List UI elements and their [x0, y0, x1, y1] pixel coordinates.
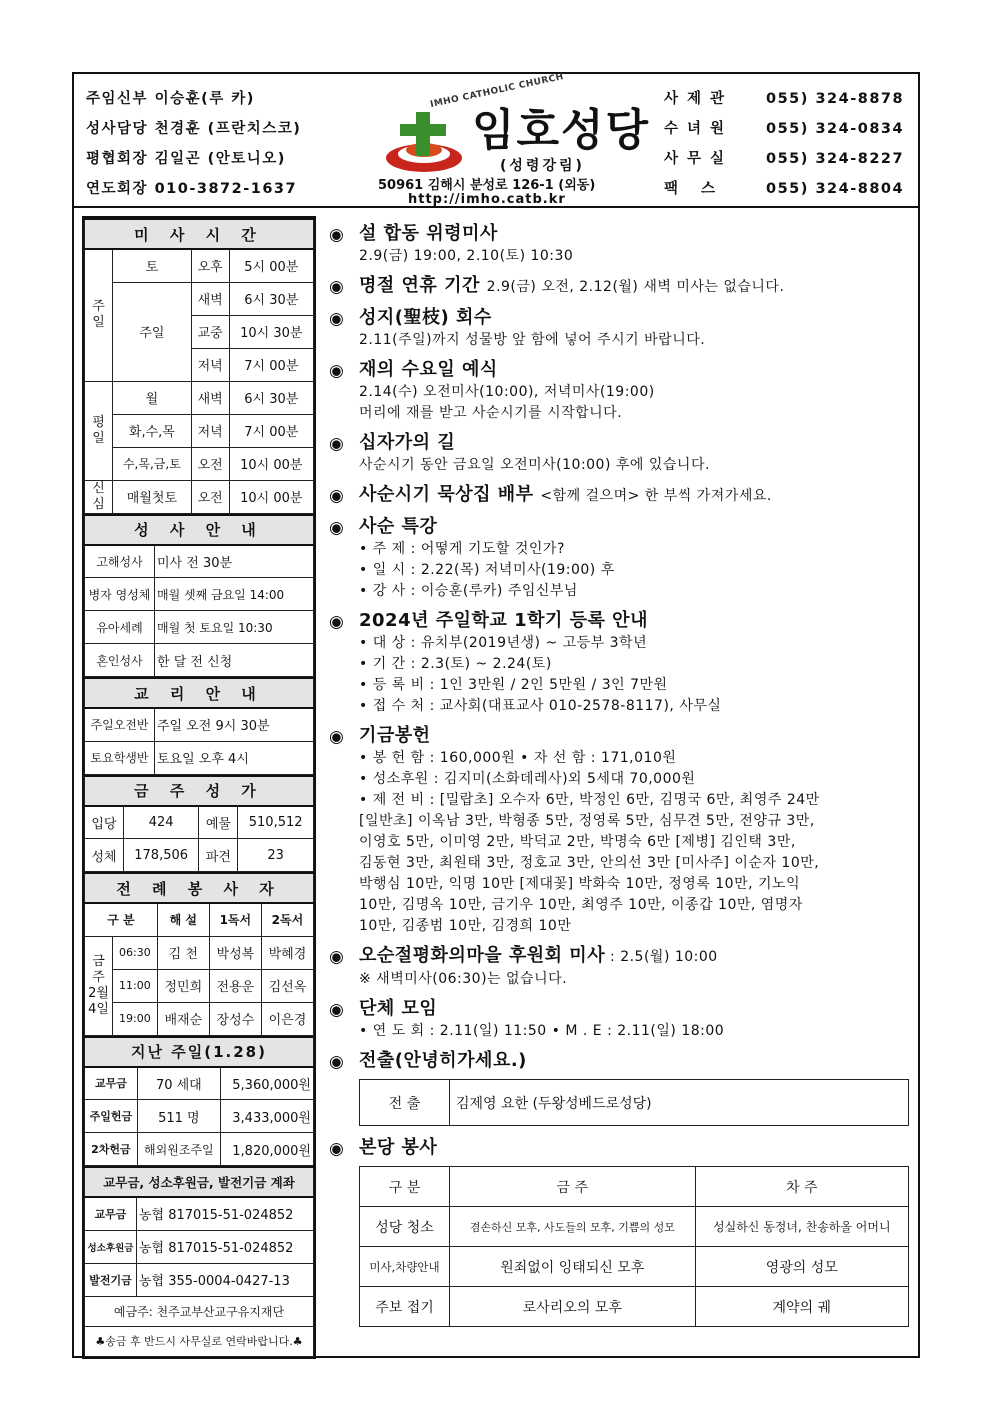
server-name: 장성수 [209, 1002, 261, 1035]
label-devotion: 신심 [85, 480, 113, 513]
sacrament-name: 유아세례 [85, 611, 155, 644]
announcements [329, 222, 909, 1327]
bullet-icon: ◉ [329, 309, 344, 329]
announcement-inline: <함께 걸으며> 한 부씩 가져가세요. [540, 488, 772, 504]
service-next-week: 계약의 궤 [695, 1287, 908, 1327]
announcement-line: 김동현 3만, 최원태 3만, 정호교 3만, 안의선 3만 [미사주] 이순자 10만, [359, 855, 820, 871]
account-name: 교무금 [85, 1197, 137, 1230]
stat-value: 178,506 [123, 839, 199, 872]
phone-label: 팩 스 [664, 181, 725, 197]
announcement-title: 오순절평화의마을 후원회 미사 [359, 945, 606, 966]
church-address: 50961 김해시 분성로 126-1 (외동) [378, 178, 596, 193]
bullet-icon: ◉ [329, 518, 344, 538]
mass-part: 교중 [191, 315, 229, 348]
mass-day: 매월첫토 [113, 480, 192, 513]
announcement-inline: : 2.5(월) 10:00 [605, 949, 718, 965]
sacrament-table [84, 514, 314, 678]
transfer-box [329, 1079, 909, 1126]
stat-label: 성체 [85, 839, 124, 872]
server-name: 박성복 [209, 936, 261, 969]
church-subtitle: (성령강림) [500, 158, 585, 174]
service-head: 금 주 [450, 1167, 696, 1207]
service-name: 성당 청소 [360, 1207, 450, 1247]
account-number: 농협 817015-51-024852 [137, 1197, 314, 1230]
announcement-item [329, 609, 909, 717]
announcement-title: 재의 수요일 예식 [359, 359, 498, 380]
service-this-week: 겸손하신 모후, 사도들의 모후, 기쁨의 성모 [450, 1207, 696, 1247]
announcement-line: 2.11(주일)까지 성물방 앞 함에 넣어 주시기 바랍니다. [359, 332, 706, 348]
servers-head: 해 설 [157, 903, 209, 936]
announcement-line: 10만, 김명옥 10만, 금기우 10만, 최영주 10만, 이종갑 10만, 염명자 [359, 897, 803, 913]
bullet-icon: ◉ [329, 947, 344, 967]
service-table [359, 1166, 909, 1327]
bullet-icon: ◉ [329, 727, 344, 747]
server-time: 06:30 [113, 936, 158, 969]
stat-label: 입당 [85, 806, 124, 839]
service-head: 차 주 [695, 1167, 908, 1207]
announcement-line: 2.9(금) 19:00, 2.10(토) 10:30 [359, 248, 574, 264]
announcement-item [329, 222, 909, 267]
stat-value: 510,512 [238, 806, 314, 839]
mass-day: 월 [113, 381, 192, 414]
announcement-title: 기금봉헌 [359, 725, 431, 746]
bullet-icon: ◉ [329, 486, 344, 506]
phone-number: 055) 324-8227 [766, 151, 905, 167]
depositor: 예금주: 천주교부산교구유지재단 [85, 1296, 314, 1326]
mass-day: 화,수,목 [113, 414, 192, 447]
stat-value: 424 [123, 806, 199, 839]
servers-date: 금주 2월 4일 [85, 936, 113, 1035]
sacrament-value: 미사 전 30분 [155, 545, 314, 578]
staff-list [86, 84, 356, 204]
announcement-line: • 등 록 비 : 1인 3만원 / 2인 5만원 / 3인 7만원 [359, 677, 668, 693]
phone-row [664, 144, 914, 174]
announcement-line: [일반초] 이옥남 3만, 박형종 5만, 정영록 5만, 심무견 5만, 전양규 3만, [359, 813, 815, 829]
announcement-item [329, 483, 909, 508]
last-name: 교무금 [85, 1067, 138, 1100]
announcement-line: 머리에 재를 받고 사순시기를 시작합니다. [359, 405, 623, 421]
mass-time: 10시 30분 [229, 315, 313, 348]
mass-time: 5시 00분 [229, 249, 313, 282]
phone-row [664, 174, 914, 204]
mass-day: 수,목,금,토 [113, 447, 192, 480]
section-title-servers: 전 례 봉 사 자 [85, 873, 314, 903]
stat-value: 23 [238, 839, 314, 872]
transfer-notice: ♣송금 후 반드시 사무실로 연락바랍니다.♣ [85, 1326, 314, 1356]
stat-label: 파견 [199, 839, 238, 872]
announcement-line: • 제 전 비 : [밀랍초] 오수자 6만, 박정인 6만, 김명국 6만, 최영주 24만 [359, 792, 820, 808]
phone-row [664, 84, 914, 114]
mass-part: 저녁 [191, 414, 229, 447]
church-name: 임호성당 [472, 105, 651, 156]
last-count: 해외원조주일 [137, 1133, 220, 1166]
announcement-item [329, 274, 909, 299]
server-name: 박혜경 [261, 936, 313, 969]
mass-times-table [84, 218, 314, 514]
phone-row [664, 114, 914, 144]
section-title-sacrament: 성 사 안 내 [85, 515, 314, 545]
service-this-week: 로사리오의 모후 [450, 1287, 696, 1327]
section-title-doctrine: 교 리 안 내 [85, 678, 314, 708]
doctrine-table [84, 677, 314, 775]
logo-arc-text: IMHO CATHOLIC CHURCH [429, 71, 565, 111]
sacrament-value: 매월 셋째 금요일 14:00 [155, 578, 314, 611]
server-name: 정민희 [157, 969, 209, 1002]
mass-part: 오전 [191, 480, 229, 513]
section-title-accounts: 교무금, 성소후원금, 발전기금 계좌 [85, 1167, 314, 1197]
header [74, 71, 918, 208]
announcement-line: • 대 상 : 유치부(2019년생) ~ 고등부 3학년 [359, 635, 648, 651]
sacrament-value: 매월 첫 토요일 10:30 [155, 611, 314, 644]
account-number: 농협 817015-51-024852 [137, 1230, 314, 1263]
servers-table [84, 872, 314, 1036]
bullet-icon: ◉ [329, 225, 344, 245]
service-next-week: 영광의 성모 [695, 1247, 908, 1287]
bullet-icon: ◉ [329, 277, 344, 297]
announcement-title: 사순 특강 [359, 516, 438, 537]
bullet-icon: ◉ [329, 612, 344, 632]
service-name: 미사,차량안내 [360, 1247, 450, 1287]
bullet-icon: ◉ [329, 1052, 344, 1072]
label-weekday: 평일 [85, 381, 113, 480]
server-name: 김 천 [157, 936, 209, 969]
staff-confessor: 성사담당 천경훈 (프란치스코) [86, 121, 302, 137]
last-sunday-table [84, 1036, 314, 1167]
announcement-title: 사순시기 묵상집 배부 [359, 484, 534, 505]
staff-yeondo: 연도회장 010-3872-1637 [86, 181, 298, 197]
mass-part: 새벽 [191, 282, 229, 315]
announcement-title: 본당 봉사 [359, 1137, 438, 1158]
announcement-line: 사순시기 동안 금요일 오전미사(10:00) 후에 있습니다. [359, 457, 710, 473]
doctrine-value: 주일 오전 9시 30분 [155, 708, 314, 741]
announcement-line: 2.14(수) 오전미사(10:00), 저녁미사(19:00) [359, 384, 655, 400]
service-box [329, 1166, 909, 1327]
last-name: 2차헌금 [85, 1133, 138, 1166]
last-amount: 5,360,000원 [220, 1067, 313, 1100]
sacrament-name: 혼인성사 [85, 644, 155, 677]
announcement-line: 이영호 5만, 이미영 2만, 박덕교 2만, 박명숙 6만 [제병] 김인택 3만, [359, 834, 796, 850]
announcement-title: 전출(안녕히가세요.) [359, 1050, 527, 1071]
phone-number: 055) 324-0834 [766, 121, 905, 137]
announcement-item [329, 1136, 909, 1160]
sidebar-box [82, 216, 316, 1359]
mass-time: 10시 00분 [229, 480, 313, 513]
server-name: 배재순 [157, 1002, 209, 1035]
server-time: 11:00 [113, 969, 158, 1002]
announcement-item [329, 944, 909, 990]
mass-time: 6시 30분 [229, 282, 313, 315]
service-next-week: 성실하신 동정녀, 찬송하올 어머니 [695, 1207, 908, 1247]
mass-time: 7시 00분 [229, 414, 313, 447]
announcement-title: 명절 연휴 기간 [359, 275, 480, 296]
announcement-line: 박행심 10만, 익명 10만 [제대꽃] 박화숙 10만, 정영록 10만, 기노익 [359, 876, 801, 892]
staff-council: 평협회장 김일곤 (안토니오) [86, 151, 286, 167]
transfer-value: 김제영 요한 (두왕성베드로성당) [450, 1080, 909, 1126]
church-url[interactable]: http://imho.catb.kr [408, 192, 566, 207]
mass-part: 오후 [191, 249, 229, 282]
stats-table [84, 775, 314, 873]
stat-label: 예물 [199, 806, 238, 839]
accounts-table [84, 1166, 314, 1357]
mass-part: 저녁 [191, 348, 229, 381]
announcement-line: ※ 새벽미사(06:30)는 없습니다. [359, 971, 568, 987]
announcement-inline: 2.9(금) 오전, 2.12(월) 새벽 미사는 없습니다. [486, 279, 785, 295]
phone-label: 사제관 [664, 91, 734, 107]
announcement-line: • 봉 헌 함 : 160,000원 • 자 선 함 : 171,010원 [359, 750, 677, 766]
announcement-line: • 강 사 : 이승훈(루카) 주임신부님 [359, 583, 578, 599]
mass-time: 7시 00분 [229, 348, 313, 381]
announcement-item [329, 515, 909, 602]
bullet-icon: ◉ [329, 1139, 344, 1159]
server-name: 전용운 [209, 969, 261, 1002]
phone-label: 수녀원 [664, 121, 734, 137]
announcement-title: 십자가의 길 [359, 432, 456, 453]
transfer-label: 전 출 [360, 1080, 450, 1126]
last-count: 70 세대 [137, 1067, 220, 1100]
transfer-table [359, 1079, 909, 1126]
announcement-item [329, 306, 909, 351]
doctrine-name: 주일오전반 [85, 708, 155, 741]
phone-list [664, 84, 914, 204]
account-name: 발전기금 [85, 1263, 137, 1296]
announcement-item [329, 431, 909, 476]
church-cross-logo [376, 110, 472, 176]
server-name: 김선옥 [261, 969, 313, 1002]
announcement-item [329, 997, 909, 1042]
announcement-line: • 접 수 처 : 교사회(대표교사 010-2578-8117), 사무실 [359, 698, 722, 714]
church-logo-block [374, 71, 654, 207]
announcement-item [329, 1049, 909, 1073]
mass-part: 오전 [191, 447, 229, 480]
last-count: 511 명 [137, 1100, 220, 1133]
bullet-icon: ◉ [329, 361, 344, 381]
announcement-title: 2024년 주일학교 1학기 등록 안내 [359, 610, 648, 631]
announcement-line: • 기 간 : 2.3(토) ~ 2.24(토) [359, 656, 552, 672]
doctrine-name: 토요학생반 [85, 741, 155, 774]
mass-day: 주일 [113, 282, 192, 381]
service-head: 구 분 [360, 1167, 450, 1207]
phone-number: 055) 324-8878 [766, 91, 905, 107]
announcement-title: 단체 모임 [359, 998, 438, 1019]
mass-time: 10시 00분 [229, 447, 313, 480]
section-title-last-sunday: 지난 주일(1.28) [85, 1037, 314, 1067]
bullet-icon: ◉ [329, 434, 344, 454]
mass-day: 토 [113, 249, 192, 282]
mass-part: 새벽 [191, 381, 229, 414]
bullet-icon: ◉ [329, 1000, 344, 1020]
phone-number: 055) 324-8804 [766, 181, 905, 197]
service-name: 주보 접기 [360, 1287, 450, 1327]
sacrament-name: 고해성사 [85, 545, 155, 578]
last-amount: 3,433,000원 [220, 1100, 313, 1133]
label-sunday: 주일 [85, 249, 113, 381]
announcement-line: • 성소후원 : 김지미(소화데레사)외 5세대 70,000원 [359, 771, 696, 787]
announcement-line: • 일 시 : 2.22(목) 저녁미사(19:00) 후 [359, 562, 615, 578]
staff-pastor: 주임신부 이승훈(루 카) [86, 91, 255, 107]
announcement-item [329, 358, 909, 424]
phone-label: 사무실 [664, 151, 734, 167]
announcement-line: • 연 도 회 : 2.11(일) 11:50 • M . E : 2.11(일) 18:00 [359, 1023, 725, 1039]
account-number: 농협 355-0004-0427-13 [137, 1263, 314, 1296]
bulletin-frame [72, 72, 920, 1358]
account-name: 성소후원금 [85, 1230, 137, 1263]
announcement-title: 설 합동 위령미사 [359, 223, 498, 244]
mass-time: 6시 30분 [229, 381, 313, 414]
last-amount: 1,820,000원 [220, 1133, 313, 1166]
servers-head: 1독서 [209, 903, 261, 936]
announcement-line: 10만, 김종범 10만, 김경희 10만 [359, 918, 572, 934]
server-name: 이은경 [261, 1002, 313, 1035]
servers-head: 2독서 [261, 903, 313, 936]
announcement-line: • 주 제 : 어떻게 기도할 것인가? [359, 541, 565, 557]
section-title-stats: 금 주 성 가 [85, 776, 314, 806]
announcement-title: 성지(聖枝) 회수 [359, 307, 492, 328]
last-name: 주일헌금 [85, 1100, 138, 1133]
service-this-week: 원죄없이 잉태되신 모후 [450, 1247, 696, 1287]
sacrament-value: 한 달 전 신청 [155, 644, 314, 677]
servers-head: 구 분 [85, 903, 158, 936]
announcement-item [329, 724, 909, 937]
doctrine-value: 토요일 오후 4시 [155, 741, 314, 774]
server-time: 19:00 [113, 1002, 158, 1035]
section-title-mass: 미 사 시 간 [85, 219, 314, 249]
sacrament-name: 병자 영성체 [85, 578, 155, 611]
sidebar [82, 216, 316, 1359]
